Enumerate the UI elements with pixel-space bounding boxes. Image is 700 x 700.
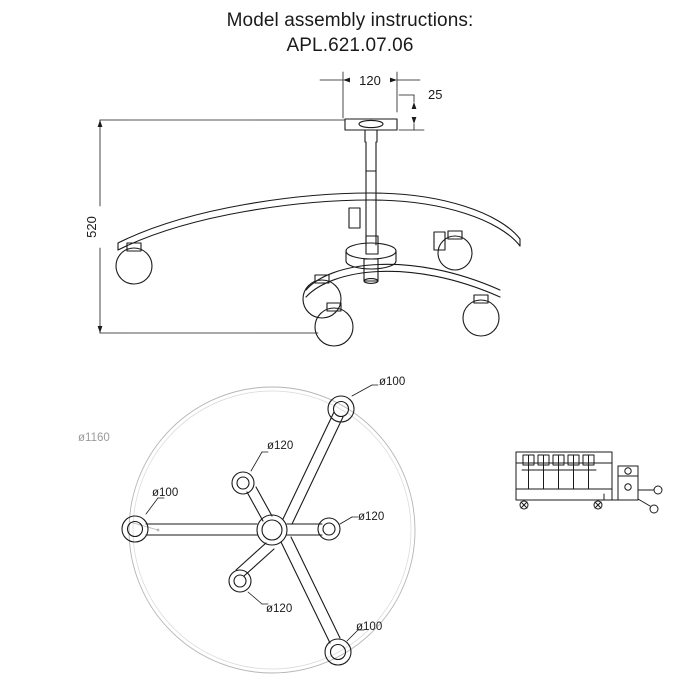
- plan-arm-short-upper-left: [232, 472, 272, 521]
- arm-connectors: [349, 208, 445, 254]
- label-canopy-height: 25: [428, 87, 443, 102]
- label-canopy-width: 120: [359, 73, 381, 88]
- plan-arm-left: [122, 516, 257, 542]
- upper-arc-arm: [118, 193, 520, 250]
- title-line-1: Model assembly instructions:: [226, 10, 474, 31]
- plan-arm-short-right: [287, 518, 340, 540]
- title-line-2: APL.621.07.06: [286, 35, 414, 57]
- terminal-block-view: [516, 452, 662, 513]
- label-ball-inner-lower: ø120: [266, 603, 293, 615]
- mounting-holes: [520, 501, 602, 509]
- wire-channels: [522, 465, 596, 489]
- dim-canopy-height: [399, 95, 424, 130]
- leader-overall-diameter: [130, 522, 159, 531]
- label-ball-bottom-right: ø100: [356, 621, 383, 633]
- plan-arm-upper-right: [283, 396, 354, 524]
- plan-arm-short-lower: [229, 543, 274, 592]
- globe-left: [116, 243, 152, 284]
- ceiling-canopy: [345, 119, 397, 142]
- label-overall-diameter: ø1160: [78, 432, 110, 444]
- label-ball-left: ø100: [152, 487, 179, 499]
- label-ball-inner-upper-left: ø120: [267, 440, 294, 452]
- side-connector: [618, 466, 638, 500]
- lower-arc-arm: [306, 264, 500, 297]
- globe-right-low: [463, 295, 499, 336]
- label-ball-top: ø100: [379, 376, 406, 388]
- label-ball-inner-right: ø120: [358, 511, 385, 523]
- plan-hub: [257, 515, 287, 545]
- dim-total-height: [98, 120, 345, 333]
- plan-leaders: [146, 385, 378, 641]
- label-total-height: 520: [84, 216, 99, 238]
- terminal-screws: [523, 455, 594, 465]
- central-hub: [346, 243, 396, 283]
- plan-arm-lower-right: [281, 537, 351, 665]
- globe-center-lower: [315, 303, 353, 346]
- elevation-view: [98, 72, 520, 346]
